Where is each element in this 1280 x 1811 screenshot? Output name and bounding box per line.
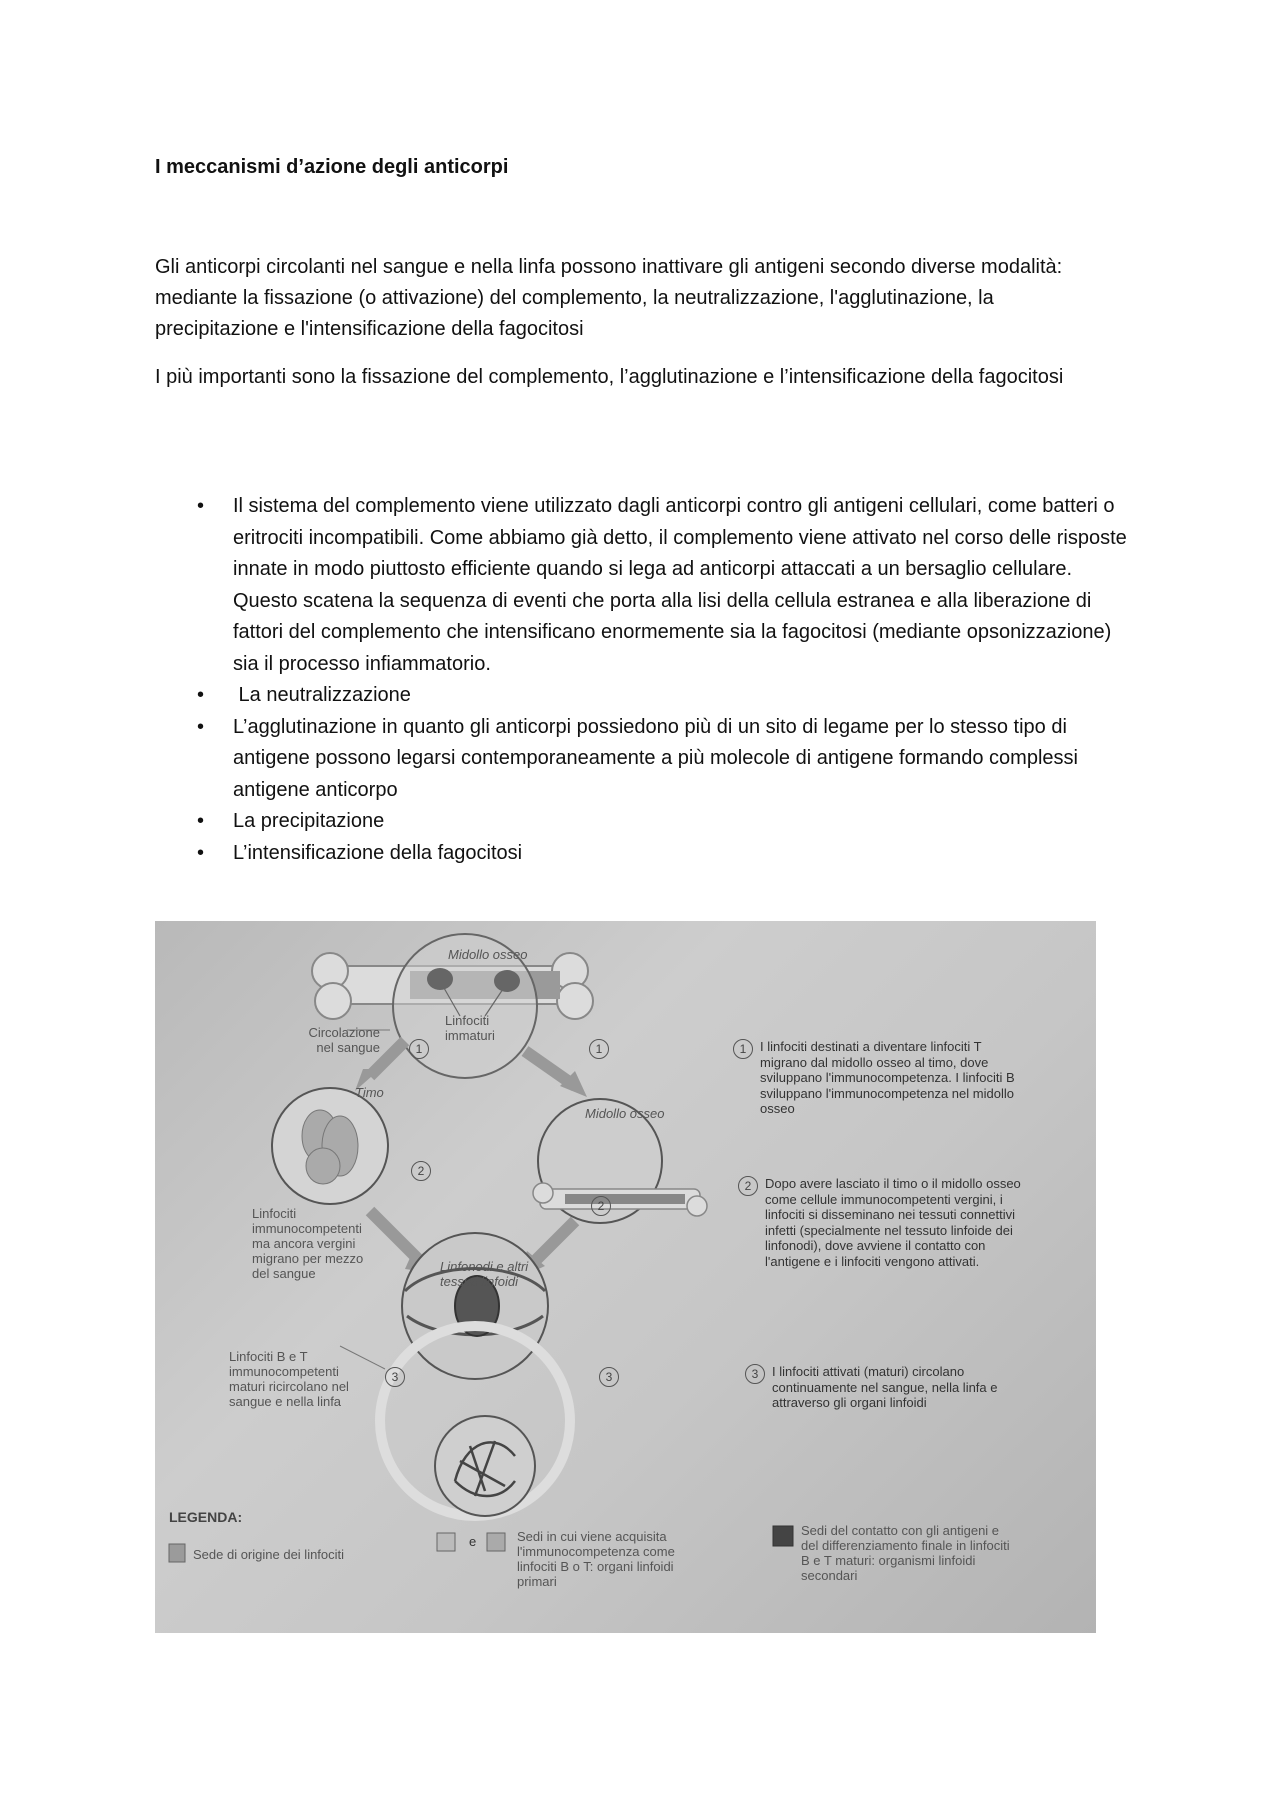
list-item: • La neutralizzazione [155, 680, 1135, 712]
note-number: 2 [738, 1176, 758, 1196]
list-item: • L’intensificazione della fagocitosi [155, 838, 1135, 870]
label-circolazione: Circolazione nel sangue [308, 1025, 380, 1055]
step-number: 1 [589, 1039, 609, 1059]
note-step-1: I linfociti destinati a diventare linfociti T migrano dal midollo osseo al timo, dove sviluppano l'immunocompetenza. I linfociti B sviluppano l'immunocompetenza nel midollo osseo [760, 1039, 1015, 1116]
note-step-2: Dopo avere lasciato il timo o il midollo osseo come cellule immunocompetenti vergini, i linfociti si disseminano nei tessuti connettivi infetti (specialmente nel tessuto linfoide dei linfonodi), dove avviene il contatto con l'antigene e i linfociti vengono attivati. [765, 1176, 1021, 1269]
label-midollo-top: Midollo osseo [448, 947, 528, 962]
label-linfociti-immaturi: Linfociti immaturi [445, 1013, 495, 1043]
legend-connector: e [469, 1534, 477, 1549]
list-item: • La precipitazione [155, 806, 1135, 838]
legend-title: LEGENDA: [169, 1509, 243, 1525]
legend-swatch-secondary [773, 1526, 793, 1546]
intro-paragraph: Gli anticorpi circolanti nel sangue e nella linfa possono inattivare gli antigeni secondo diverse modalità: mediante la fissazione (o attivazione) del complemento, la neutralizzazione, l'agglutinazione, la precipitazione e l'intensificazione della fagocitosi [155, 256, 1063, 340]
label-linfociti-vergini: Linfociti immunocompetenti ma ancora vergini migrano per mezzo del sangue [252, 1206, 364, 1281]
label-midollo-right: Midollo osseo [585, 1106, 665, 1121]
label-timo: Timo [355, 1085, 384, 1100]
note-step-3: I linfociti attivati (maturi) circolano continuamente nel sangue, nella linfa e attraverso gli organi linfoidi [772, 1364, 998, 1410]
step-number: 3 [599, 1367, 619, 1387]
legend-item-primary: Sedi in cui viene acquisita l'immunocompetenza come linfociti B o T: organi linfoidi primari [517, 1529, 675, 1589]
step-number: 3 [385, 1367, 405, 1387]
legend-item-secondary: Sedi del contatto con gli antigeni e del differenziamento finale in linfociti B e T maturi: organismi linfoidi secondari [801, 1523, 1010, 1583]
legend-swatch-primary-b [487, 1533, 505, 1551]
legend-swatch-primary-a [437, 1533, 455, 1551]
step-number: 1 [409, 1039, 429, 1059]
mechanisms-list [155, 491, 1135, 869]
legend-swatch-origin [169, 1544, 185, 1562]
note-number: 1 [733, 1039, 753, 1059]
label-linfonodi: Linfonodi e altri tessuti linfoidi [440, 1259, 529, 1289]
legend-item-origin: Sede di origine dei linfociti [193, 1547, 345, 1562]
label-linfociti-maturi: Linfociti B e T immunocompetenti maturi ricircolano nel sangue e nella linfa [229, 1349, 349, 1409]
lymphocyte-diagram-photo [155, 921, 1096, 1633]
importance-paragraph: I più importanti sono la fissazione del complemento, l’agglutinazione e l’intensificazione della fagocitosi [155, 366, 1064, 388]
list-item: • L’agglutinazione in quanto gli anticorpi possiedono più di un sito di legame per lo stesso tipo di antigene possono legarsi contemporaneamente a più molecole di antigene formando complessi antigene anticorpo [155, 712, 1135, 807]
note-number: 3 [745, 1364, 765, 1384]
step-number: 2 [591, 1196, 611, 1216]
step-number: 2 [411, 1161, 431, 1181]
list-item: • Il sistema del complemento viene utilizzato dagli anticorpi contro gli antigeni cellulari, come batteri o eritrociti incompatibili. Come abbiamo già detto, il complemento viene attivato nel corso delle risposte innate in modo piuttosto efficiente quando si lega ad anticorpi attaccati a un bersaglio cellulare. Questo scatena la sequenza di eventi che porta alla lisi della cellula estranea e alla liberazione di fattori del complemento che intensificano enormemente sia la fagocitosi (mediante opsonizzazione) sia il processo infiammatorio. [155, 491, 1135, 680]
page-title: I meccanismi d’azione degli anticorpi [155, 156, 509, 178]
